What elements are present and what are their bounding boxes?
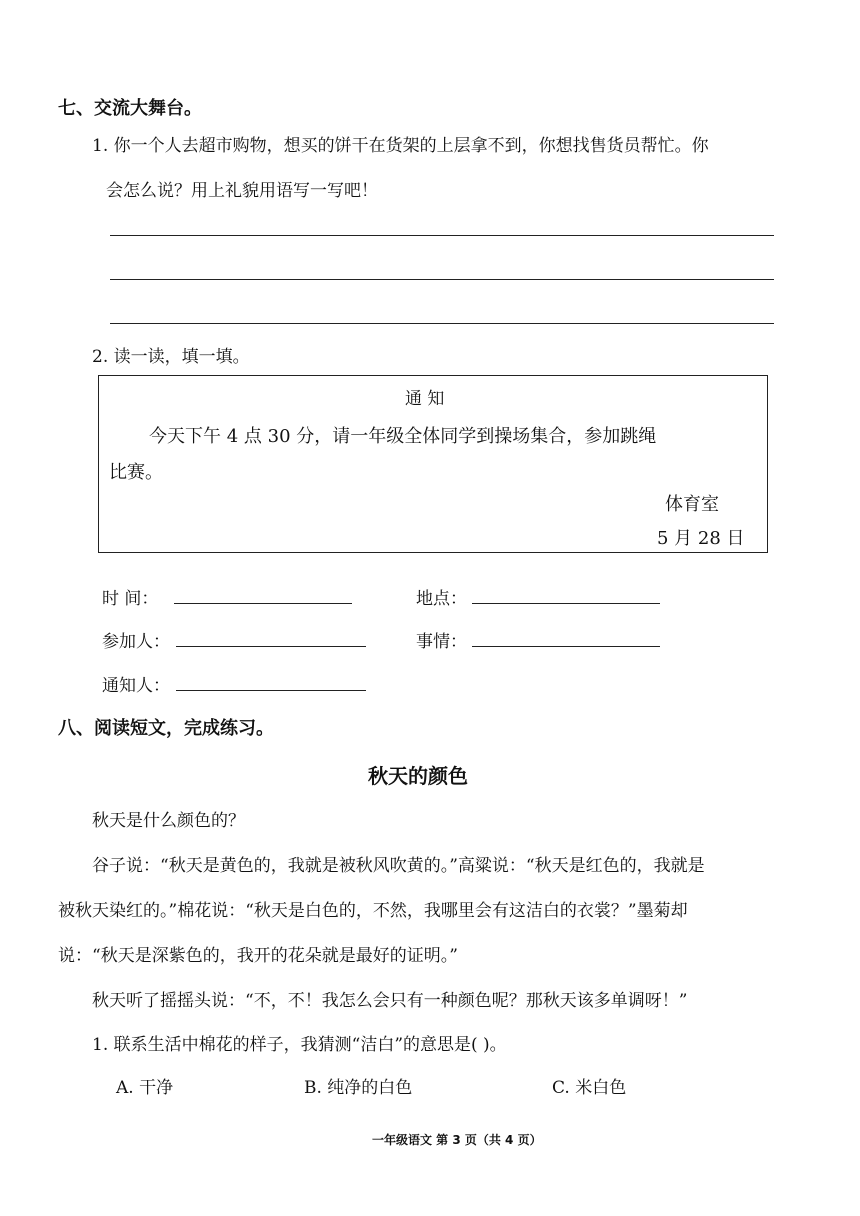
answer-line-1[interactable] [110,235,774,236]
option-c[interactable]: C. 米白色 [552,1078,627,1098]
answer-line-2[interactable] [110,279,774,280]
notice-body-line-2: 比赛。 [109,462,163,483]
notice-date: 5 月 28 日 [657,528,745,549]
fill-place-label: 地点： [416,589,467,609]
fill-participants-label: 参加人： [102,632,170,652]
passage-paragraph-2-line-1: 谷子说：“秋天是黄色的，我就是被秋风吹黄的。”高粱说：“秋天是红色的，我就是 [92,856,705,876]
notice-box [98,375,768,553]
fill-time-line[interactable] [174,603,352,604]
passage-paragraph-2-line-3: 说：“秋天是深紫色的，我开的花朵就是最好的证明。” [58,946,458,966]
option-a[interactable]: A. 干净 [116,1078,174,1098]
notice-body-line-1: 今天下午 4 点 30 分，请一年级全体同学到操场集合，参加跳绳 [149,426,657,447]
reading-question-1: 1. 联系生活中棉花的样子，我猜测“洁白”的意思是( )。 [92,1035,507,1055]
fill-participants-line[interactable] [176,646,366,647]
fill-place-line[interactable] [472,603,660,604]
passage-paragraph-1: 秋天是什么颜色的？ [92,811,245,831]
question-2: 2. 读一读，填一填。 [92,347,250,367]
fill-event-line[interactable] [472,646,660,647]
section-8-heading: 八、阅读短文，完成练习。 [58,718,274,739]
passage-paragraph-2-line-2: 被秋天染红的。”棉花说：“秋天是白色的，不然，我哪里会有这洁白的衣裳？”墨菊却 [58,901,688,921]
answer-line-3[interactable] [110,323,774,324]
option-b[interactable]: B. 纯净的白色 [304,1078,413,1098]
question-1-line-2: 会怎么说？用上礼貌用语写一写吧！ [106,181,378,201]
notice-signer: 体育室 [665,494,719,515]
passage-paragraph-3: 秋天听了摇摇头说：“不，不！我怎么会只有一种颜色呢？那秋天该多单调呀！” [92,991,688,1011]
fill-event-label: 事情： [416,632,467,652]
question-1-line-1: 1. 你一个人去超市购物，想买的饼干在货架的上层拿不到，你想找售货员帮忙。你 [92,136,709,156]
passage-title: 秋天的颜色 [368,764,468,788]
fill-time-label: 时 间： [102,589,159,609]
fill-notifier-line[interactable] [176,690,366,691]
fill-notifier-label: 通知人： [102,676,170,696]
page-footer: 一年级语文 第 3 页（共 4 页） [372,1133,542,1147]
section-7-heading: 七、交流大舞台。 [58,98,202,119]
notice-title: 通 知 [405,389,445,409]
